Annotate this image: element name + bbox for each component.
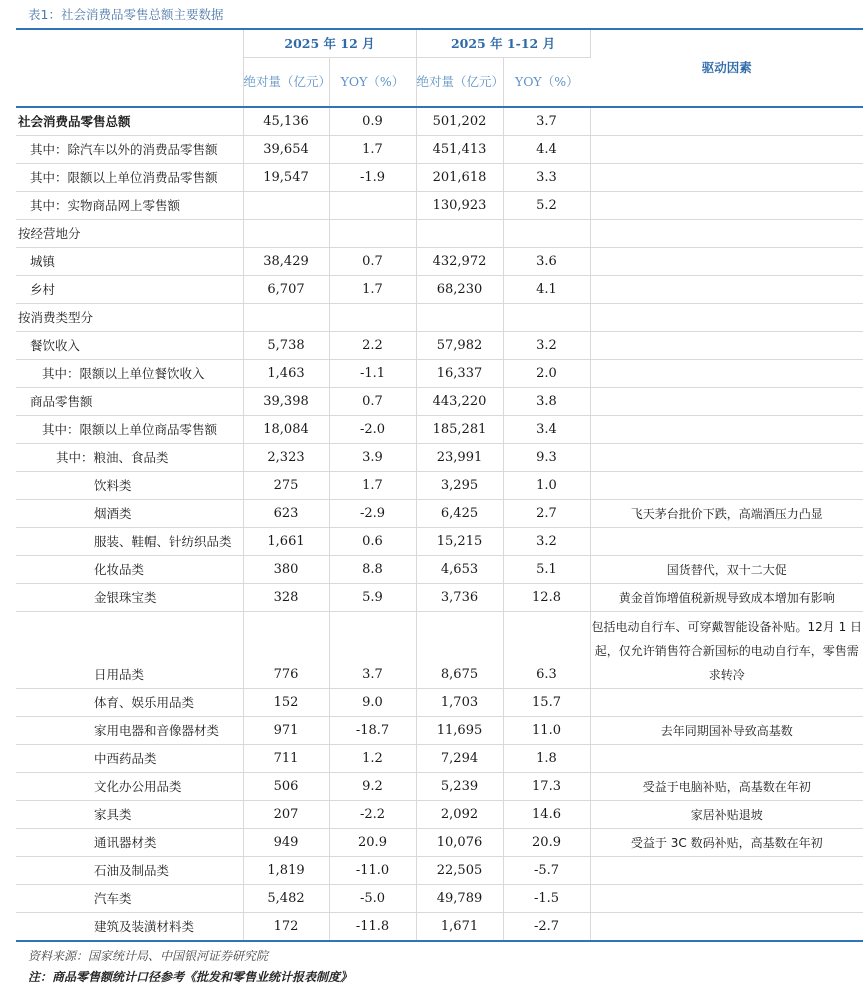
month-yoy-cell [329,220,416,248]
ytd-yoy-cell: 4.4 [503,136,590,164]
month-yoy-cell: -2.2 [329,801,416,829]
month-yoy-cell: -11.8 [329,913,416,942]
ytd-yoy-cell: 3.2 [503,528,590,556]
row-label: 其中：限额以上单位餐饮收入 [16,360,243,388]
month-abs-cell: 152 [243,689,329,717]
ytd-abs-cell [416,220,503,248]
month-yoy-cell: 5.9 [329,584,416,612]
month-yoy-cell: 2.2 [329,332,416,360]
table-row [16,801,863,829]
header-ytd-abs: 绝对量（亿元） [416,58,503,108]
ytd-yoy-cell: 3.8 [503,388,590,416]
ytd-yoy-cell: 5.2 [503,192,590,220]
footnote: 注：商品零售额统计口径参考《批发和零售业统计报表制度》 [28,970,353,984]
ytd-yoy-cell: 17.3 [503,773,590,801]
header-period-month: 2025 年 12 月 [243,29,416,58]
row-label: 按经营地分 [16,220,243,248]
ytd-abs-cell: 201,618 [416,164,503,192]
month-yoy-cell: 1.7 [329,472,416,500]
row-label: 城镇 [16,248,243,276]
driver-cell [590,745,863,773]
ytd-abs-cell: 10,076 [416,829,503,857]
month-yoy-cell: 1.7 [329,136,416,164]
month-abs-cell: 39,398 [243,388,329,416]
table-row [16,220,863,248]
ytd-abs-cell: 49,789 [416,885,503,913]
driver-cell [590,276,863,304]
row-label: 化妆品类 [16,556,243,584]
month-abs-cell: 2,323 [243,444,329,472]
month-abs-cell: 971 [243,717,329,745]
month-yoy-cell: -11.0 [329,857,416,885]
table-row [16,332,863,360]
month-abs-cell: 275 [243,472,329,500]
row-label: 建筑及装潢材料类 [16,913,243,942]
ytd-abs-cell: 3,736 [416,584,503,612]
month-yoy-cell: -1.1 [329,360,416,388]
driver-cell [590,248,863,276]
row-label: 其中：粮油、食品类 [16,444,243,472]
month-abs-cell: 1,661 [243,528,329,556]
month-yoy-cell: 8.8 [329,556,416,584]
row-label: 服装、鞋帽、针纺织品类 [16,528,243,556]
ytd-yoy-cell: 9.3 [503,444,590,472]
driver-cell [590,528,863,556]
month-abs-cell: 623 [243,500,329,528]
ytd-abs-cell: 185,281 [416,416,503,444]
ytd-abs-cell: 68,230 [416,276,503,304]
driver-cell: 飞天茅台批价下跌，高端酒压力凸显 [590,500,863,528]
table-caption: 表1：社会消费品零售总额主要数据 [28,7,224,22]
month-yoy-cell: 1.7 [329,276,416,304]
ytd-yoy-cell: 5.1 [503,556,590,584]
header-month-yoy: YOY（%） [329,58,416,108]
ytd-abs-cell: 15,215 [416,528,503,556]
ytd-abs-cell: 7,294 [416,745,503,773]
table-row [16,192,863,220]
month-abs-cell: 328 [243,584,329,612]
table-row [16,248,863,276]
table-row [16,556,863,584]
month-abs-cell: 506 [243,773,329,801]
row-label: 通讯器材类 [16,829,243,857]
row-label: 文化办公用品类 [16,773,243,801]
driver-cell [590,220,863,248]
month-yoy-cell: -2.9 [329,500,416,528]
row-label: 体育、娱乐用品类 [16,689,243,717]
table-row [16,857,863,885]
month-yoy-cell: 3.9 [329,444,416,472]
table-row [16,416,863,444]
table-row [16,885,863,913]
driver-cell [590,304,863,332]
month-abs-cell: 776 [243,612,329,689]
month-yoy-cell: -18.7 [329,717,416,745]
driver-cell [590,472,863,500]
driver-cell: 包括电动自行车、可穿戴智能设备补贴。12月 1 日起，仅允许销售符合新国标的电动自行车，零售需求转冷 [590,612,863,689]
ytd-yoy-cell: 11.0 [503,717,590,745]
ytd-yoy-cell: 3.3 [503,164,590,192]
driver-cell [590,416,863,444]
month-abs-cell: 207 [243,801,329,829]
row-label: 汽车类 [16,885,243,913]
row-label: 烟酒类 [16,500,243,528]
ytd-yoy-cell: 4.1 [503,276,590,304]
table-row [16,689,863,717]
month-abs-cell: 1,819 [243,857,329,885]
ytd-abs-cell [416,304,503,332]
header-month-abs: 绝对量（亿元） [243,58,329,108]
month-abs-cell: 6,707 [243,276,329,304]
driver-cell [590,913,863,942]
driver-cell [590,857,863,885]
ytd-yoy-cell: -2.7 [503,913,590,942]
ytd-yoy-cell: -1.5 [503,885,590,913]
row-label: 日用品类 [16,612,243,689]
row-label: 其中：实物商品网上零售额 [16,192,243,220]
month-abs-cell: 1,463 [243,360,329,388]
table-row [16,444,863,472]
driver-cell [590,107,863,136]
ytd-yoy-cell: 12.8 [503,584,590,612]
ytd-abs-cell: 6,425 [416,500,503,528]
driver-cell [590,885,863,913]
driver-cell: 受益于 3C 数码补贴，高基数在年初 [590,829,863,857]
table-row [16,745,863,773]
ytd-yoy-cell: 15.7 [503,689,590,717]
month-yoy-cell: 9.2 [329,773,416,801]
month-abs-cell: 711 [243,745,329,773]
ytd-yoy-cell: 3.2 [503,332,590,360]
ytd-yoy-cell [503,220,590,248]
month-yoy-cell: -5.0 [329,885,416,913]
month-abs-cell: 5,482 [243,885,329,913]
driver-cell [590,689,863,717]
table-row [16,107,863,136]
header-blank [16,29,243,107]
ytd-yoy-cell: -5.7 [503,857,590,885]
month-yoy-cell: 3.7 [329,612,416,689]
ytd-abs-cell: 57,982 [416,332,503,360]
month-abs-cell: 5,738 [243,332,329,360]
table-row [16,829,863,857]
driver-cell: 去年同期国补导致高基数 [590,717,863,745]
table-row [16,773,863,801]
month-yoy-cell: 0.6 [329,528,416,556]
month-abs-cell: 38,429 [243,248,329,276]
data-source: 资料来源：国家统计局、中国银河证券研究院 [28,949,269,963]
month-abs-cell: 380 [243,556,329,584]
row-label: 商品零售额 [16,388,243,416]
ytd-abs-cell: 130,923 [416,192,503,220]
ytd-yoy-cell: 2.0 [503,360,590,388]
month-yoy-cell: -1.9 [329,164,416,192]
table-body [16,107,863,941]
ytd-yoy-cell: 2.7 [503,500,590,528]
ytd-abs-cell: 1,671 [416,913,503,942]
month-abs-cell: 18,084 [243,416,329,444]
ytd-yoy-cell: 3.6 [503,248,590,276]
retail-sales-table [16,28,863,942]
ytd-abs-cell: 23,991 [416,444,503,472]
month-yoy-cell [329,304,416,332]
table-row [16,388,863,416]
ytd-abs-cell: 8,675 [416,612,503,689]
driver-cell [590,332,863,360]
driver-cell [590,360,863,388]
row-label: 中西药品类 [16,745,243,773]
row-label: 其中：限额以上单位商品零售额 [16,416,243,444]
ytd-abs-cell: 16,337 [416,360,503,388]
ytd-abs-cell: 443,220 [416,388,503,416]
row-label: 其中：除汽车以外的消费品零售额 [16,136,243,164]
row-label: 家具类 [16,801,243,829]
row-label: 金银珠宝类 [16,584,243,612]
table-row [16,472,863,500]
ytd-abs-cell: 432,972 [416,248,503,276]
driver-cell: 家居补贴退坡 [590,801,863,829]
month-abs-cell: 172 [243,913,329,942]
month-yoy-cell: 1.2 [329,745,416,773]
header-driver: 驱动因素 [590,29,863,107]
month-yoy-cell: 9.0 [329,689,416,717]
driver-cell [590,192,863,220]
month-abs-cell: 949 [243,829,329,857]
row-label: 乡村 [16,276,243,304]
row-label: 餐饮收入 [16,332,243,360]
month-yoy-cell: 20.9 [329,829,416,857]
ytd-abs-cell: 4,653 [416,556,503,584]
month-abs-cell [243,304,329,332]
ytd-yoy-cell: 1.0 [503,472,590,500]
ytd-yoy-cell: 6.3 [503,612,590,689]
table-row [16,612,863,689]
header-ytd-yoy: YOY（%） [503,58,590,108]
ytd-yoy-cell: 3.7 [503,107,590,136]
month-yoy-cell: 0.7 [329,248,416,276]
ytd-yoy-cell: 14.6 [503,801,590,829]
month-abs-cell: 39,654 [243,136,329,164]
driver-cell [590,444,863,472]
month-yoy-cell: 0.7 [329,388,416,416]
table-row [16,528,863,556]
table-row [16,913,863,942]
ytd-yoy-cell [503,304,590,332]
table-row [16,584,863,612]
ytd-yoy-cell: 3.4 [503,416,590,444]
table-row [16,276,863,304]
row-label: 按消费类型分 [16,304,243,332]
ytd-abs-cell: 1,703 [416,689,503,717]
driver-cell: 国货替代，双十二大促 [590,556,863,584]
row-label: 其中：限额以上单位消费品零售额 [16,164,243,192]
table-row [16,500,863,528]
month-abs-cell: 45,136 [243,107,329,136]
ytd-abs-cell: 3,295 [416,472,503,500]
row-label: 石油及制品类 [16,857,243,885]
header-period-ytd: 2025 年 1-12 月 [416,29,590,58]
driver-cell: 受益于电脑补贴，高基数在年初 [590,773,863,801]
ytd-abs-cell: 5,239 [416,773,503,801]
driver-cell [590,136,863,164]
table-row [16,164,863,192]
month-abs-cell [243,220,329,248]
row-label: 家用电器和音像器材类 [16,717,243,745]
ytd-yoy-cell: 20.9 [503,829,590,857]
month-yoy-cell: 0.9 [329,107,416,136]
table-row [16,136,863,164]
ytd-yoy-cell: 1.8 [503,745,590,773]
table-row [16,304,863,332]
ytd-abs-cell: 451,413 [416,136,503,164]
month-abs-cell: 19,547 [243,164,329,192]
row-label: 饮料类 [16,472,243,500]
ytd-abs-cell: 2,092 [416,801,503,829]
table-row [16,717,863,745]
driver-cell [590,164,863,192]
row-label: 社会消费品零售总额 [16,107,243,136]
table-row [16,360,863,388]
driver-cell [590,388,863,416]
month-yoy-cell [329,192,416,220]
ytd-abs-cell: 22,505 [416,857,503,885]
month-yoy-cell: -2.0 [329,416,416,444]
ytd-abs-cell: 11,695 [416,717,503,745]
ytd-abs-cell: 501,202 [416,107,503,136]
driver-cell: 黄金首饰增值税新规导致成本增加有影响 [590,584,863,612]
month-abs-cell [243,192,329,220]
